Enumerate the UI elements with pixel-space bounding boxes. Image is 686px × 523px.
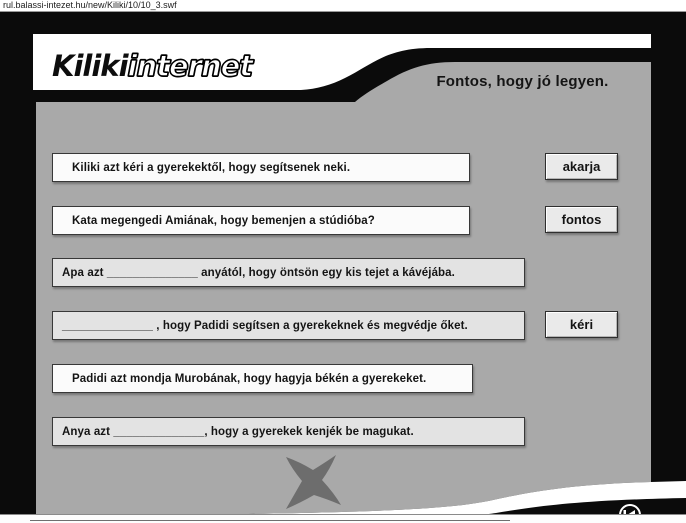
sentence-box-1 bbox=[52, 153, 470, 182]
footer-swoosh bbox=[36, 450, 686, 523]
sentence-box-2 bbox=[52, 206, 470, 235]
page-title: Fontos, hogy jó legyen. bbox=[436, 73, 609, 90]
address-url[interactable]: rul.balassi-intezet.hu/new/Kiliki/10/10_3.swf bbox=[3, 0, 177, 10]
sentence-text-3: Apa azt ______________ anyától, hogy öntsön egy kis tejet a kávéjába. bbox=[62, 266, 455, 279]
sentence-text-4: ______________ , hogy Padidi segítsen a gyerekeknek és megvédje őket. bbox=[62, 319, 468, 332]
sentence-box-3-blank[interactable] bbox=[52, 258, 525, 287]
sentence-text-6: Anya azt ______________, hogy a gyerekek kenjék be magukat. bbox=[62, 425, 414, 438]
sentence-text-5: Padidi azt mondja Murobának, hogy hagyja békén a gyerekeket. bbox=[72, 372, 427, 385]
sentence-text-1: Kiliki azt kéri a gyerekektől, hogy segítsenek neki. bbox=[72, 161, 351, 174]
flash-stage bbox=[0, 12, 686, 514]
address-bar[interactable] bbox=[0, 0, 686, 12]
sentence-box-4-blank[interactable] bbox=[52, 311, 525, 340]
browser-bottom-strip bbox=[0, 514, 686, 523]
word-button-akarja[interactable]: akarja bbox=[545, 153, 618, 180]
logo-primary: Kiliki bbox=[52, 49, 128, 83]
window-edge-line bbox=[30, 520, 510, 521]
word-button-fontos[interactable]: fontos bbox=[545, 206, 618, 233]
kiliki-internet-logo bbox=[52, 48, 252, 86]
x-star-icon bbox=[280, 453, 346, 511]
sentence-box-5 bbox=[52, 364, 473, 393]
word-button-keri[interactable]: kéri bbox=[545, 311, 618, 338]
sentence-box-6-blank[interactable] bbox=[52, 417, 525, 446]
logo-secondary: internet bbox=[127, 49, 253, 83]
sentence-text-2: Kata megengedi Amiának, hogy bemenjen a stúdióba? bbox=[72, 214, 375, 227]
